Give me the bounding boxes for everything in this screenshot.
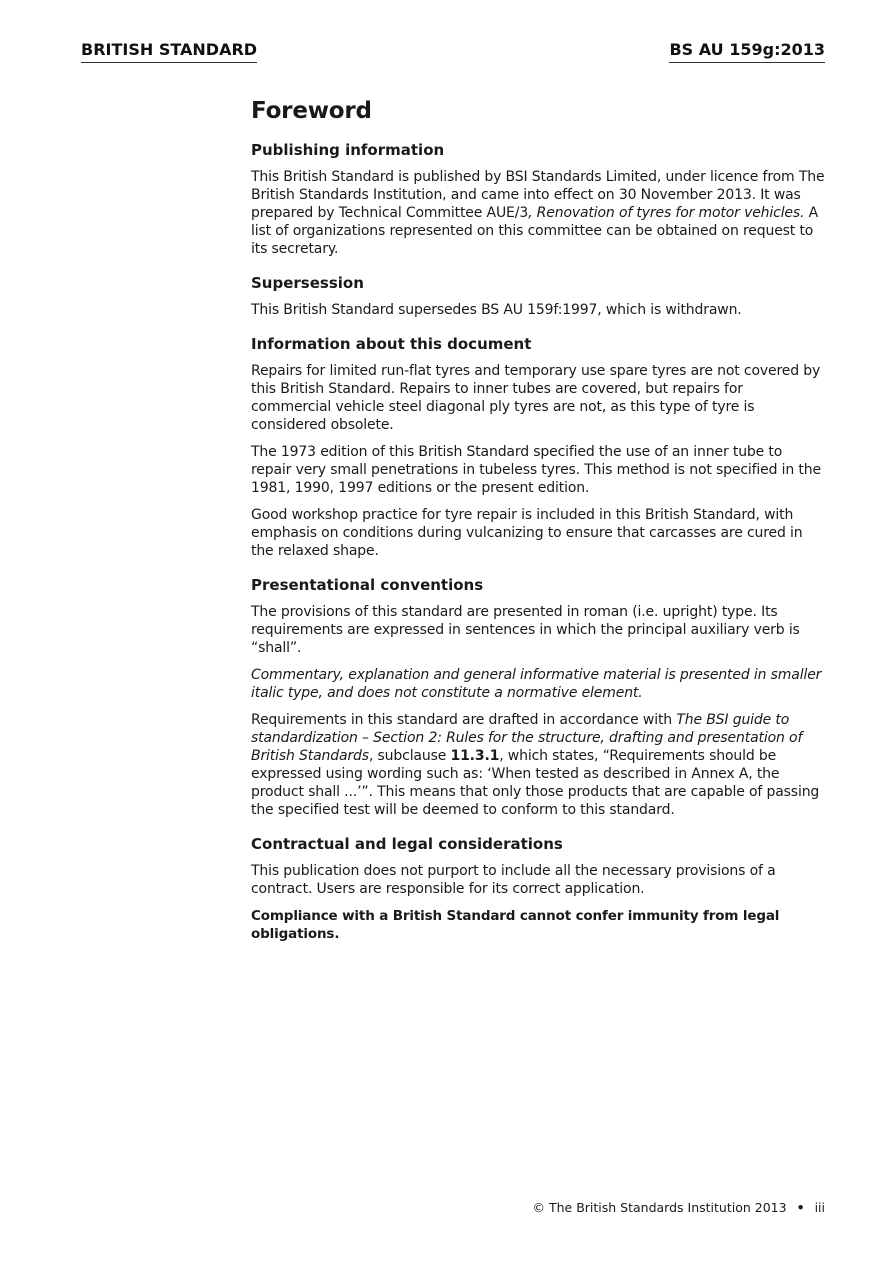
foreword-content bbox=[251, 98, 826, 958]
paragraph: Repairs for limited run-flat tyres and temporary use spare tyres are not covered by this British Standard. Repairs to inner tubes are covered, but repairs for commercial vehicle steel diagonal ply tyres are not, as this type of tyre is considered obsolete. bbox=[251, 363, 821, 433]
section-heading: Presentational conventions bbox=[251, 576, 484, 594]
header-standard-number: BS AU 159g:2013 bbox=[669, 40, 825, 63]
paragraph: Good workshop practice for tyre repair is included in this British Standard, with emphasis on conditions during vulcanizing to ensure that carcasses are cured in the relaxed shape. bbox=[251, 507, 803, 559]
paragraph: The 1973 edition of this British Standard specified the use of an inner tube to repair very small penetrations in tubeless tyres. This method is not specified in the 1981, 1990, 1997 editions or the present edition. bbox=[251, 444, 821, 496]
section-presentational-conventions bbox=[251, 575, 826, 819]
section-contractual-legal bbox=[251, 834, 826, 943]
section-supersession bbox=[251, 273, 826, 319]
header-standard-label: BRITISH STANDARD bbox=[81, 40, 257, 63]
section-heading: Information about this document bbox=[251, 335, 532, 353]
section-heading: Supersession bbox=[251, 274, 364, 292]
commentary-paragraph: Commentary, explanation and general informative material is presented in smaller italic type, and does not constitute a normative element. bbox=[251, 667, 822, 701]
paragraph: The provisions of this standard are presented in roman (i.e. upright) type. Its requirements are expressed in sentences in which the principal auxiliary verb is “shall”. bbox=[251, 604, 800, 656]
paragraph: This British Standard is published by BSI Standards Limited, under licence from The British Standards Institution, and came into effect on 30 November 2013. It was prepared by Technical Committee AUE/3, Renovation of tyres for motor vehicles. A list of organizations represented on this committee can be obtained on request to its secretary. bbox=[251, 169, 825, 257]
footer-copyright: © The British Standards Institution 2013 bbox=[532, 1200, 787, 1215]
page-title: Foreword bbox=[251, 98, 372, 124]
paragraph: This British Standard supersedes BS AU 159f:1997, which is withdrawn. bbox=[251, 302, 742, 318]
paragraph: Requirements in this standard are drafted in accordance with The BSI guide to standardization – Section 2: Rules for the structure, drafting and presentation of British Standards, subclause 11.3.1, which states, “Requirements should be expressed using wording such as: ‘When tested as described in Annex A, the product shall ...’”. This means that only those products that are capable of passing the specified test will be deemed to conform to this standard. bbox=[251, 712, 820, 818]
section-heading: Contractual and legal considerations bbox=[251, 835, 563, 853]
compliance-statement: Compliance with a British Standard cannot confer immunity from legal obligations. bbox=[251, 908, 780, 942]
section-publishing-information bbox=[251, 140, 826, 258]
footer-separator: • bbox=[796, 1200, 805, 1215]
footer-page-number: iii bbox=[814, 1200, 825, 1215]
section-heading: Publishing information bbox=[251, 141, 445, 159]
paragraph: This publication does not purport to include all the necessary provisions of a contract. Users are responsible for its correct application. bbox=[251, 863, 776, 897]
section-information-about-document bbox=[251, 334, 826, 560]
page-footer bbox=[533, 1200, 826, 1215]
